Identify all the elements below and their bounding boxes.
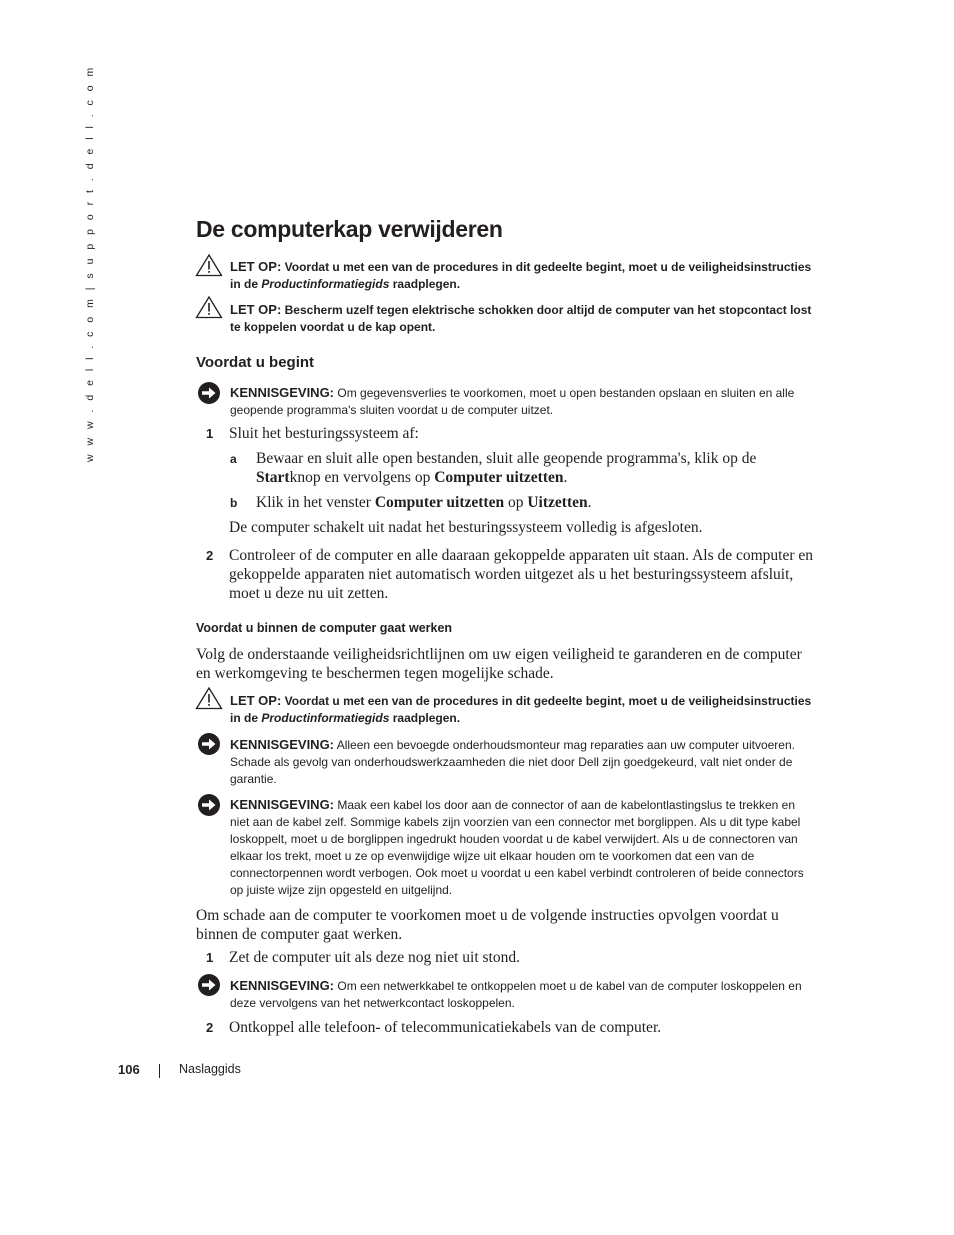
notice-arrow-circle-icon	[197, 973, 221, 997]
warning-triangle-icon	[195, 686, 223, 710]
step-text: Controleer of de computer en alle daaraan gekoppelde apparaten uit staan. Als de computer en gekoppelde apparaten niet automatisch worden uitgezet als u het besturingssysteem afsluit, moet u deze nu uit zetten.	[229, 547, 814, 602]
caution-text: Bescherm uzelf tegen elektrische schokken door altijd de computer van het stopcontact lost te koppelen voordat u de kap opent.	[230, 303, 812, 334]
paragraph: Om schade aan de computer te voorkomen moet u de volgende instructies opvolgen voordat u binnen de computer gaat werken.	[196, 907, 779, 943]
substep-text: op	[507, 494, 524, 511]
ui-term: Uitzetten	[527, 494, 588, 511]
step-number: 2	[206, 548, 214, 563]
notice-2	[230, 736, 815, 788]
ui-term: Computer uitzetten	[434, 469, 564, 486]
warning-triangle-icon	[195, 253, 223, 277]
page-title: De computerkap verwijderen	[196, 216, 503, 242]
doc-reference: Productinformatiegids	[261, 277, 390, 291]
notice-arrow-circle-icon	[197, 381, 221, 405]
caution-label: LET OP:	[230, 693, 282, 708]
notice-4	[230, 977, 815, 1012]
step-text: Ontkoppel alle telefoon- of telecommunicatiekabels van de computer.	[229, 1019, 662, 1036]
subsection-heading: Voordat u binnen de computer gaat werken	[196, 621, 453, 635]
page-number: 106	[118, 1062, 140, 1077]
section-heading: Voordat u begint	[196, 354, 315, 371]
substep-a	[256, 449, 816, 487]
ui-term: Start	[256, 469, 290, 486]
caution-text-end: raadplegen.	[392, 277, 461, 291]
warning-triangle-icon	[195, 295, 223, 319]
footer-divider	[159, 1064, 160, 1078]
substep-text: knop en vervolgens op	[289, 469, 431, 486]
caution-text: Voordat u met een van de procedures in dit gedeelte begint, moet u de veiligheidsinstructies in de	[230, 260, 812, 291]
caution-1	[230, 258, 815, 293]
footer-section: Naslaggids	[179, 1062, 241, 1076]
notice-3	[230, 796, 815, 899]
side-url: w w w . d e l l . c o m | s u p p o r t . d e l l . c o m	[84, 64, 96, 462]
notice-label: KENNISGEVING:	[230, 797, 335, 812]
step-text: Zet de computer uit als deze nog niet uit stond.	[229, 949, 520, 966]
notice-arrow-circle-icon	[197, 793, 221, 817]
notice-label: KENNISGEVING:	[230, 385, 335, 400]
intro-paragraph: Volg de onderstaande veiligheidsrichtlijnen om uw eigen veiligheid te garanderen en de computer en werkomgeving te beschermen tegen mogelijke schade.	[196, 646, 802, 682]
substep-text: Klik in het venster	[256, 494, 371, 511]
substep-text: Bewaar en sluit alle open bestanden, sluit alle geopende programma's, klik op de	[256, 450, 757, 467]
caution-2	[230, 301, 815, 336]
caution-text-end: raadplegen.	[392, 711, 461, 725]
caution-text: Voordat u met een van de procedures in dit gedeelte begint, moet u de veiligheidsinstructies in de	[230, 694, 812, 725]
notice-1	[230, 384, 815, 419]
caution-label: LET OP:	[230, 302, 282, 317]
step-text: Sluit het besturingssysteem af:	[229, 425, 419, 442]
notice-text: Maak een kabel los door aan de connector of aan de kabelontlastingslus te trekken en niet aan de kabel zelf. Sommige kabels zijn voorzien van een connector met borglippen. Als u dit type kabel loskoppelt, moet u de borglippen ingedrukt houden voordat u de kabel verwijdert. Als u de connectoren van elkaar los trekt, moet u ze op evenwijdige wijze uit elkaar houden om te voorkomen dat een van de connectorpennen wordt verbogen. Ook moet u voordat u een kabel verbindt controleren of beide connectors op juiste wijze zijn opgesteld en uitgelijnd.	[230, 798, 804, 897]
notice-text: Om een netwerkkabel te ontkoppelen moet u de kabel van de computer loskoppelen en deze vervolgens van het netwerkcontact loskoppelen.	[230, 979, 802, 1010]
notice-arrow-circle-icon	[197, 732, 221, 756]
substep-text: .	[563, 469, 568, 486]
substep-letter: a	[230, 452, 237, 466]
step-note: De computer schakelt uit nadat het besturingssysteem volledig is afgesloten.	[229, 519, 703, 536]
step-number: 1	[206, 950, 214, 965]
doc-reference: Productinformatiegids	[261, 711, 390, 725]
step-number: 2	[206, 1020, 214, 1035]
notice-label: KENNISGEVING:	[230, 737, 335, 752]
step-number: 1	[206, 426, 214, 441]
ui-term: Computer uitzetten	[374, 494, 505, 511]
caution-3	[230, 692, 815, 727]
substep-b	[256, 493, 816, 512]
notice-text: Alleen een bevoegde onderhoudsmonteur mag reparaties aan uw computer uitvoeren. Schade als gevolg van onderhoudswerkzaamheden die niet door Dell zijn goedgekeurd, valt niet onder de garantie.	[230, 738, 795, 786]
notice-text: Om gegevensverlies te voorkomen, moet u open bestanden opslaan en sluiten en alle geopende programma's sluiten voordat u de computer uitzet.	[230, 386, 795, 417]
substep-letter: b	[230, 496, 238, 510]
substep-text: .	[587, 494, 592, 511]
caution-label: LET OP:	[230, 259, 282, 274]
notice-label: KENNISGEVING:	[230, 978, 335, 993]
